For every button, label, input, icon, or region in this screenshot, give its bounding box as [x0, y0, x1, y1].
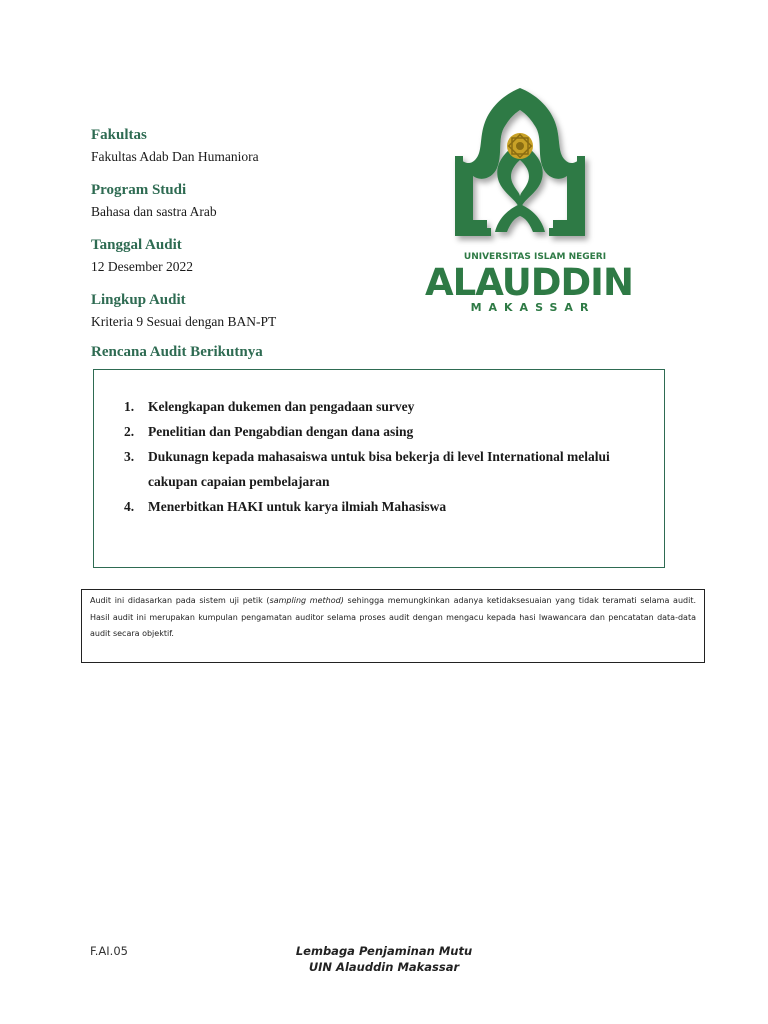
- plan-item-number: 1.: [124, 399, 135, 414]
- audit-disclaimer-note: [81, 589, 705, 663]
- field-value: Bahasa dan sastra Arab: [91, 204, 217, 219]
- field-label: Program Studi: [91, 182, 187, 198]
- field-value: Kriteria 9 Sesuai dengan BAN-PT: [91, 314, 277, 329]
- field-value: 12 Desember 2022: [91, 259, 193, 274]
- field-fakultas: [91, 126, 259, 166]
- university-logo: [425, 82, 633, 322]
- plan-item: [124, 419, 654, 444]
- field-label: Tanggal Audit: [91, 237, 182, 253]
- field-lingkup-audit: [91, 291, 276, 331]
- note-text-before: Audit ini didasarkan pada sistem uji petik (: [90, 596, 270, 605]
- footer-institution: [234, 943, 534, 975]
- plan-item-text: Kelengkapan dukemen dan pengadaan survey: [148, 399, 415, 414]
- plan-item-number: 3.: [124, 449, 135, 464]
- footer-line-2: UIN Alauddin Makassar: [308, 960, 460, 974]
- note-text-emphasis: sampling method): [269, 596, 344, 605]
- plan-item-text: Penelitian dan Pengabdian dengan dana asing: [148, 424, 414, 439]
- plan-list: [124, 394, 654, 519]
- field-label: Fakultas: [91, 127, 147, 143]
- uin-alauddin-emblem-icon: [425, 82, 621, 254]
- form-code: F.AI.05: [90, 944, 128, 958]
- logo-university-line: UNIVERSITAS ISLAM NEGERI: [463, 252, 607, 262]
- field-tanggal-audit: [91, 236, 193, 276]
- logo-city: MAKASSAR: [470, 301, 596, 314]
- logo-name: ALAUDDIN: [425, 261, 633, 304]
- plan-item-text: Menerbitkan HAKI untuk karya ilmiah Mahasiswa: [148, 499, 447, 514]
- footer-line-1: Lembaga Penjaminan Mutu: [295, 944, 473, 958]
- plan-item-number: 4.: [124, 499, 135, 514]
- plan-item: [124, 394, 654, 419]
- field-label: Lingkup Audit: [91, 292, 186, 308]
- plan-box: [93, 369, 665, 568]
- plan-item: [124, 494, 654, 519]
- plan-heading: Rencana Audit Berikutnya: [91, 344, 263, 360]
- field-program-studi: [91, 181, 217, 221]
- plan-item: [124, 444, 654, 494]
- field-value: Fakultas Adab Dan Humaniora: [91, 149, 259, 164]
- plan-item-text: Dukunagn kepada mahasaiswa untuk bisa bekerja di level International melalui cakupan capaian pembelajaran: [148, 449, 610, 489]
- plan-item-number: 2.: [124, 424, 135, 439]
- note-text-after: sehingga memungkinkan adanya ketidaksesuaian yang tidak teramati selama audit. Hasil audit ini merupakan kumpulan pengamatan auditor selama proses audit dengan mengacu kepada hasi lwawancara dan pencatatan data-data audit secara objektif.: [90, 596, 697, 638]
